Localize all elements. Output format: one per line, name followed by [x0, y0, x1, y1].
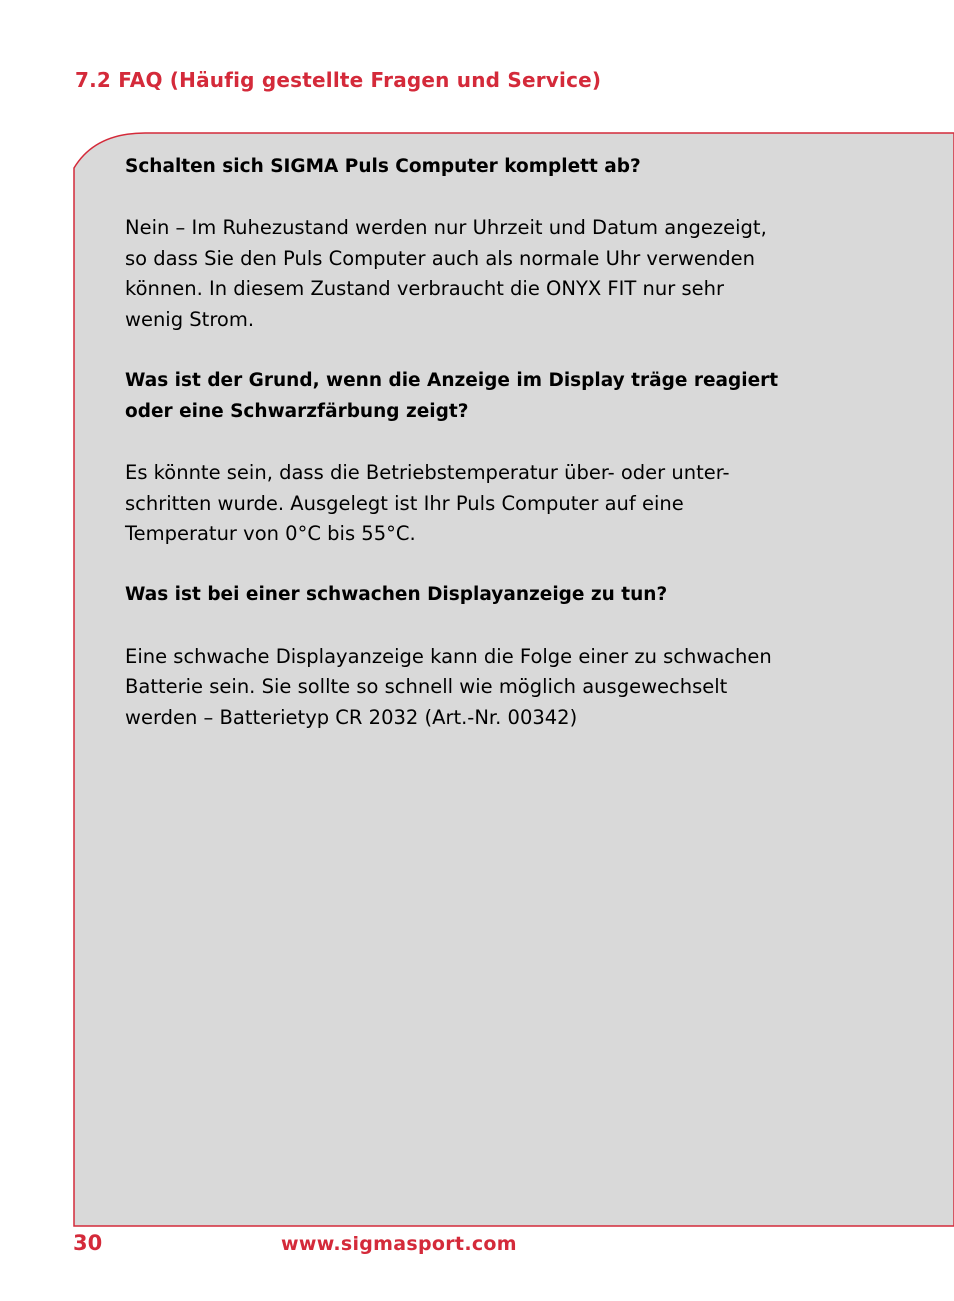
page-number: 30 [73, 1231, 103, 1255]
faq-answer-3-line: werden – Batterietyp CR 2032 (Art.-Nr. 00342) [125, 705, 578, 729]
faq-answer-3-line: Eine schwache Displayanzeige kann die Folge einer zu schwachen [125, 644, 772, 668]
faq-answer-2-line: Es könnte sein, dass die Betriebstemperatur über- oder unter- [125, 460, 730, 484]
faq-answer-2 [125, 458, 845, 550]
faq-answer-1-line: wenig Strom. [125, 307, 255, 331]
website-link[interactable]: www.sigmasport.com [281, 1233, 517, 1255]
faq-question-2-line: oder eine Schwarzfärbung zeigt? [125, 400, 469, 422]
faq-answer-2-line: schritten wurde. Ausgelegt ist Ihr Puls Computer auf eine [125, 491, 684, 515]
faq-question-1: Schalten sich SIGMA Puls Computer komplett ab? [125, 156, 641, 177]
faq-answer-2-line: Temperatur von 0°C bis 55°C. [125, 522, 416, 546]
faq-answer-1-line: so dass Sie den Puls Computer auch als normale Uhr verwenden [125, 246, 756, 270]
faq-question-2-line: Was ist der Grund, wenn die Anzeige im Display träge reagiert [125, 370, 779, 392]
faq-answer-3-line: Batterie sein. Sie sollte so schnell wie möglich ausgewechselt [125, 675, 728, 699]
faq-answer-1-line: Nein – Im Ruhezustand werden nur Uhrzeit und Datum angezeigt, [125, 216, 767, 240]
section-title: 7.2 FAQ (Häufig gestellte Fragen und Service) [75, 68, 602, 92]
faq-answer-1 [125, 213, 845, 335]
faq-content [125, 152, 845, 733]
faq-question-3: Was ist bei einer schwachen Displayanzeige zu tun? [125, 584, 668, 606]
faq-question-2 [125, 366, 845, 427]
faq-answer-3 [125, 642, 845, 734]
faq-answer-1-line: können. In diesem Zustand verbraucht die ONYX FIT nur sehr [125, 277, 724, 301]
